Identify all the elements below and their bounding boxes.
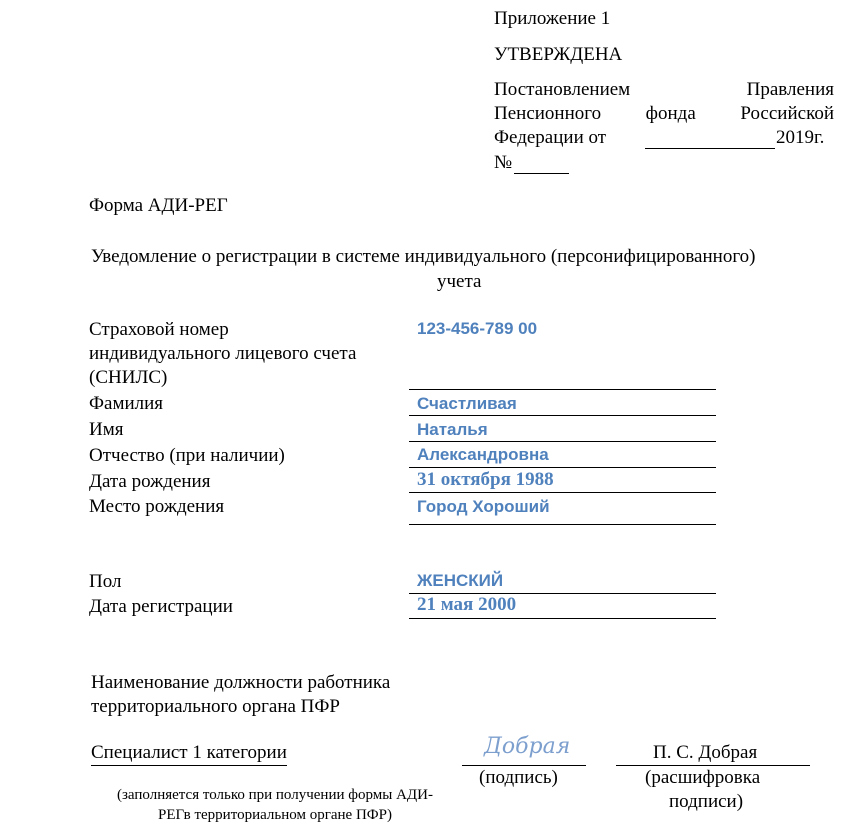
decree-line-3-prefix: Федерации от	[494, 127, 607, 148]
decoding-caption-line-1: (расшифровка	[645, 767, 761, 788]
decree-line-1: Постановлением Правления	[494, 79, 834, 100]
snils-label-3: (СНИЛС)	[89, 367, 168, 388]
position-note	[88, 785, 462, 825]
patronymic-label: Отчество (при наличии)	[89, 445, 285, 466]
position-value-text: Специалист 1 категории	[91, 741, 287, 766]
decree-date-blank	[645, 148, 775, 149]
birthdate-underline	[409, 492, 716, 493]
position-value	[91, 741, 287, 766]
name-label: Имя	[89, 419, 124, 440]
position-label-line-1: Наименование должности работника	[91, 672, 391, 693]
position-note-line-1: (заполняется только при получении формы АДИ-	[117, 787, 433, 803]
position-note-line-2: РЕГв территориальном органе ПФР)	[158, 807, 392, 823]
surname-underline	[409, 415, 716, 416]
name-underline	[409, 441, 716, 442]
birthplace-value: Город Хороший	[417, 497, 550, 516]
signature-caption: (подпись)	[479, 767, 558, 788]
signature-decoding: П. С. Добрая	[653, 742, 758, 763]
notice-title-line-2: учета	[437, 271, 482, 292]
surname-value: Счастливая	[417, 394, 517, 413]
handwritten-signature: Добрая	[484, 734, 571, 759]
decoding-caption-line-2: подписи)	[669, 791, 744, 812]
decree-number-blank	[514, 173, 569, 174]
snils-underline	[409, 389, 716, 390]
birthplace-underline	[409, 524, 716, 525]
position-label-line-2: территориального органа ПФР	[91, 696, 340, 717]
snils-label-1: Страховой номер	[89, 319, 229, 340]
birthplace-label: Место рождения	[89, 496, 225, 517]
snils-label-2: индивидуального лицевого счета	[89, 343, 357, 364]
approved-label: УТВЕРЖДЕНА	[494, 44, 623, 65]
birthdate-value: 31 октября 1988	[417, 469, 554, 490]
decree-number-label: №	[494, 152, 513, 173]
patronymic-underline	[409, 467, 716, 468]
form-name: Форма АДИ-РЕГ	[89, 195, 228, 216]
surname-label: Фамилия	[89, 393, 164, 414]
regdate-value: 21 мая 2000	[417, 594, 517, 615]
sex-value: ЖЕНСКИЙ	[417, 571, 504, 590]
birthdate-label: Дата рождения	[89, 471, 211, 492]
name-value: Наталья	[417, 420, 488, 439]
sex-label: Пол	[89, 571, 122, 592]
notice-title-line-1: Уведомление о регистрации в системе индивидуального (персонифицированного)	[91, 246, 756, 267]
decree-line-3-suffix: 2019г.	[776, 127, 825, 148]
regdate-underline	[409, 618, 716, 619]
decree-line-2: Пенсионного фонда Российской	[494, 103, 834, 124]
patronymic-value: Александровна	[417, 445, 549, 464]
regdate-label: Дата регистрации	[89, 596, 233, 617]
snils-value: 123-456-789 00	[417, 319, 538, 338]
appendix-label: Приложение 1	[494, 8, 611, 29]
